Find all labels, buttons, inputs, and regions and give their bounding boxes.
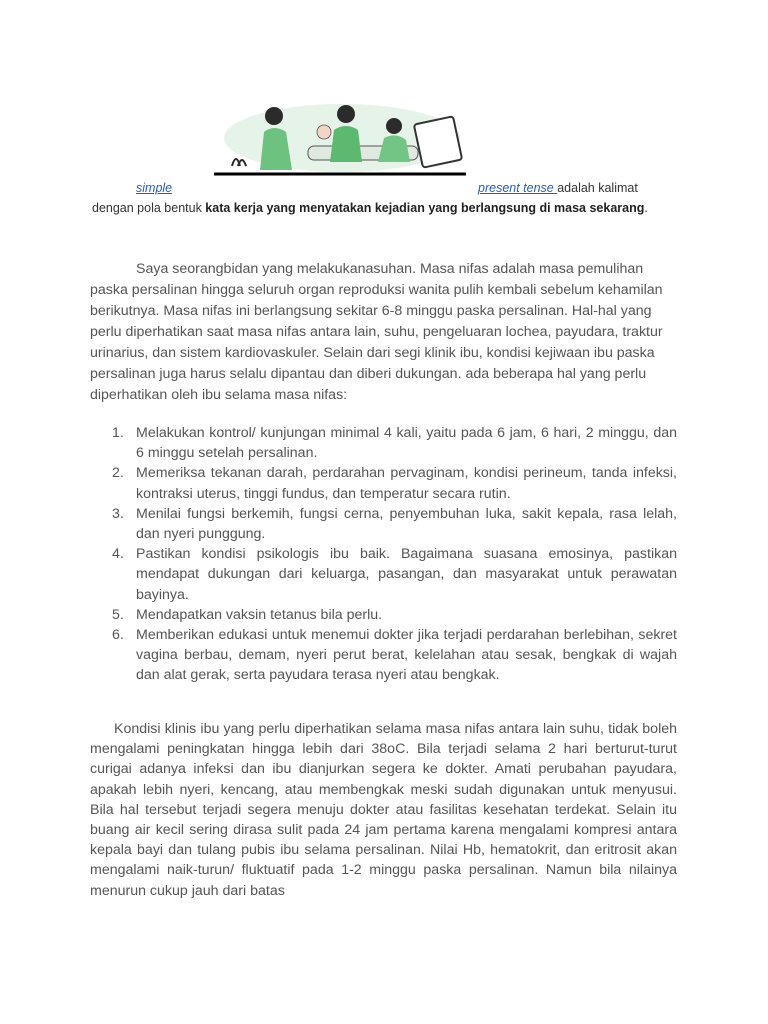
list-number: 4. <box>112 546 124 563</box>
list-item <box>90 625 677 686</box>
list-text: Mendapatkan vaksin tetanus bila perlu. <box>136 606 383 623</box>
definition-bold: kata kerja yang menyatakan kejadian yang berlangsung di masa sekarang <box>205 201 645 215</box>
list-number: 2. <box>112 465 124 482</box>
present-tense-line <box>478 181 638 195</box>
definition-prefix: dengan pola bentuk <box>92 201 206 215</box>
paragraph-clinical: Kondisi klinis ibu yang perlu diperhatikan selama masa nifas antara lain suhu, tidak boleh mengalami peningkatan hingga lebih dari 38oC. Bila terjadi selama 2 hari berturut-turut curigai adanya infeksi dan ibu dianjurkan segera ke dokter. Amati perubahan payudara, apakah lebih nyeri, kencang, atau membengkak meski sudah digunakan untuk menyusui. Bila hal tersebut terjadi segera menuju dokter atau fasilitas kesehatan terdekat. Selain itu buang air kecil sering dirasa sulit pada 24 jam pertama karena mengalami kompresi antara kepala bayi dan tulang pubis ibu selama persalinan. Nilai Hb, hematokrit, dan eritrosit akan mengalami naik-turun/ fluktuatif pada 1-2 minggu paska persalinan. Namun bila nilainya menurun cukup jauh dari batas <box>90 721 677 899</box>
list-item <box>90 605 677 625</box>
list-number: 5. <box>112 606 124 623</box>
list-text: Melakukan kontrol/ kunjungan minimal 4 kali, yaitu pada 6 jam, 6 hari, 2 minggu, dan 6 minggu setelah persalinan. <box>136 425 677 462</box>
intro-after-link: adalah kalimat <box>557 181 638 195</box>
list-text: Menilai fungsi berkemih, fungsi cerna, penyembuhan luka, sakit kepala, rasa lelah, dan nyeri punggung. <box>136 505 677 543</box>
list-item <box>90 423 677 463</box>
paragraph-intro <box>90 259 676 406</box>
intro-definition <box>92 201 648 215</box>
list-text: Pastikan kondisi psikologis ibu baik. Bagaimana suasana emosinya, pastikan mendapat dukungan dari keluarga, pasangan, dan masyarakat untuk perawatan bayinya. <box>136 546 677 603</box>
list-item <box>90 504 677 544</box>
list-text: Memberikan edukasi untuk menemui dokter jika terjadi perdarahan berlebihan, sekret vagina berbau, demam, nyeri perut berat, kelelahan atau sesak, bengkak di wajah dan alat gerak, serta payudara terasa nyeri atau bengkak. <box>136 627 677 684</box>
simple-link[interactable]: simple <box>136 181 173 195</box>
definition-suffix: . <box>644 201 648 215</box>
paragraph-intro-text: Saya seorangbidan yang melakukanasuhan. Masa nifas adalah masa pemulihan paska persalinan hingga seluruh organ reproduksi wanita pulih kembali sebelum kehamilan berikutnya. Masa nifas ini berlangsung sekitar 6-8 minggu paska persalinan. Hal-hal yang perlu diperhatikan saat masa nifas antara lain, suhu, pengeluaran lochea, payudara, traktur urinarius, dan sistem kardiovaskuler. Selain dari segi klinik ibu, kondisi kejiwaan ibu paska persalinan juga harus selalu dipantau dan diberi dukungan. ada beberapa hal yang perlu diperhatikan oleh ibu selama masa nifas: <box>90 261 663 403</box>
postpartum-checklist <box>90 423 677 686</box>
list-number: 1. <box>112 425 124 441</box>
list-number: 3. <box>112 505 124 522</box>
list-item <box>90 463 677 503</box>
present-tense-link[interactable]: present tense <box>478 181 558 195</box>
list-item <box>90 544 677 605</box>
medical-illustration <box>212 92 468 176</box>
list-text: Memeriksa tekanan darah, perdarahan pervaginam, kondisi perineum, tanda infeksi, kontraksi uterus, tinggi fundus, dan temperatur secara rutin. <box>136 465 677 502</box>
list-number: 6. <box>112 627 124 644</box>
